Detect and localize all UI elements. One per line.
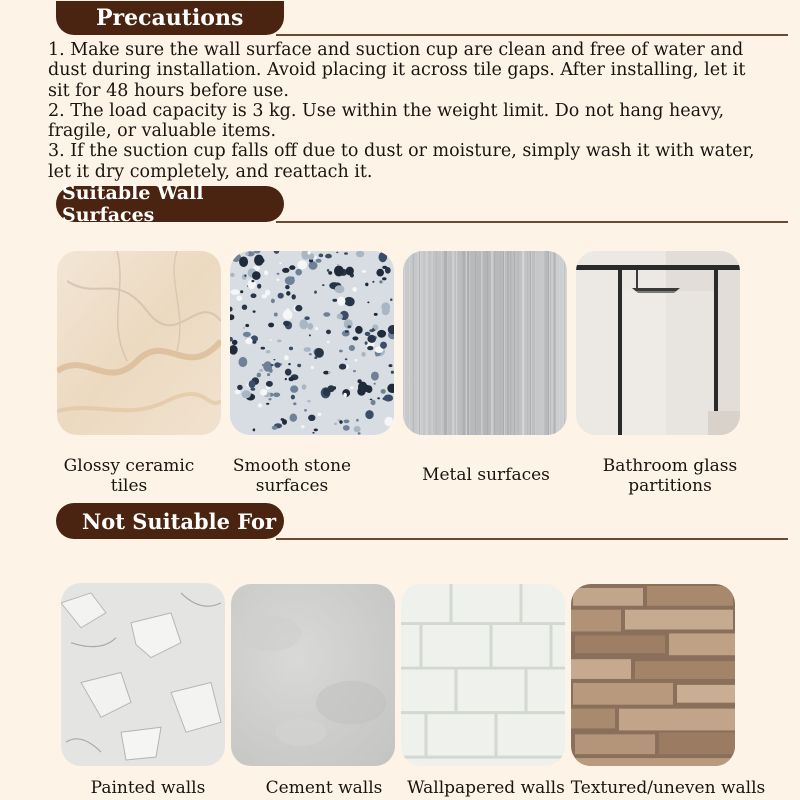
- precautions-header: [56, 0, 284, 36]
- not-suitable-label-3: Wallpapered walls: [407, 778, 565, 798]
- precautions-rule: [276, 34, 788, 36]
- suitable-header: [56, 182, 284, 226]
- not-suitable-label-2: Cement walls: [265, 778, 383, 798]
- suitable-rule: [276, 221, 788, 223]
- not-suitable-label-4: Textured/uneven walls: [570, 778, 766, 798]
- not-suitable-title: Not Suitable For: [56, 503, 284, 539]
- precaution-item-3: 3. If the suction cup falls off due to dust or moisture, simply wash it with water, let it dry completely, and reattach it.: [48, 141, 755, 182]
- suitable-title: Suitable Wall Surfaces: [56, 186, 284, 222]
- granite-stone-image: [230, 251, 394, 435]
- cement-wall-image: [231, 584, 395, 766]
- suitable-label-2: Smooth stone surfaces: [232, 456, 352, 496]
- not-suitable-header: [56, 503, 284, 539]
- marble-tile-image: [57, 251, 221, 435]
- brushed-metal-image: [403, 251, 567, 435]
- suitable-label-1: Glossy ceramic tiles: [63, 456, 195, 496]
- precaution-item-2: 2. The load capacity is 3 kg. Use within the weight limit. Do not hang heavy, fragile, or valuable items.: [48, 100, 725, 142]
- stone-brick-image: [571, 584, 735, 766]
- precautions-list: [48, 40, 768, 182]
- precautions-title: Precautions: [56, 1, 284, 35]
- glass-shower-image: [576, 251, 740, 435]
- precaution-item-1: 1. Make sure the wall surface and suction cup are clean and free of water and dust during installation. Avoid placing it across tile gaps. After installing, let it sit for 48 hours before use.: [48, 40, 746, 101]
- peeling-paint-image: [61, 583, 225, 766]
- suitable-label-3: Metal surfaces: [422, 465, 550, 485]
- not-suitable-label-1: Painted walls: [90, 778, 206, 798]
- not-suitable-rule: [276, 538, 788, 540]
- suitable-label-4: Bathroom glass partitions: [602, 456, 738, 496]
- brick-wallpaper-image: [401, 584, 565, 766]
